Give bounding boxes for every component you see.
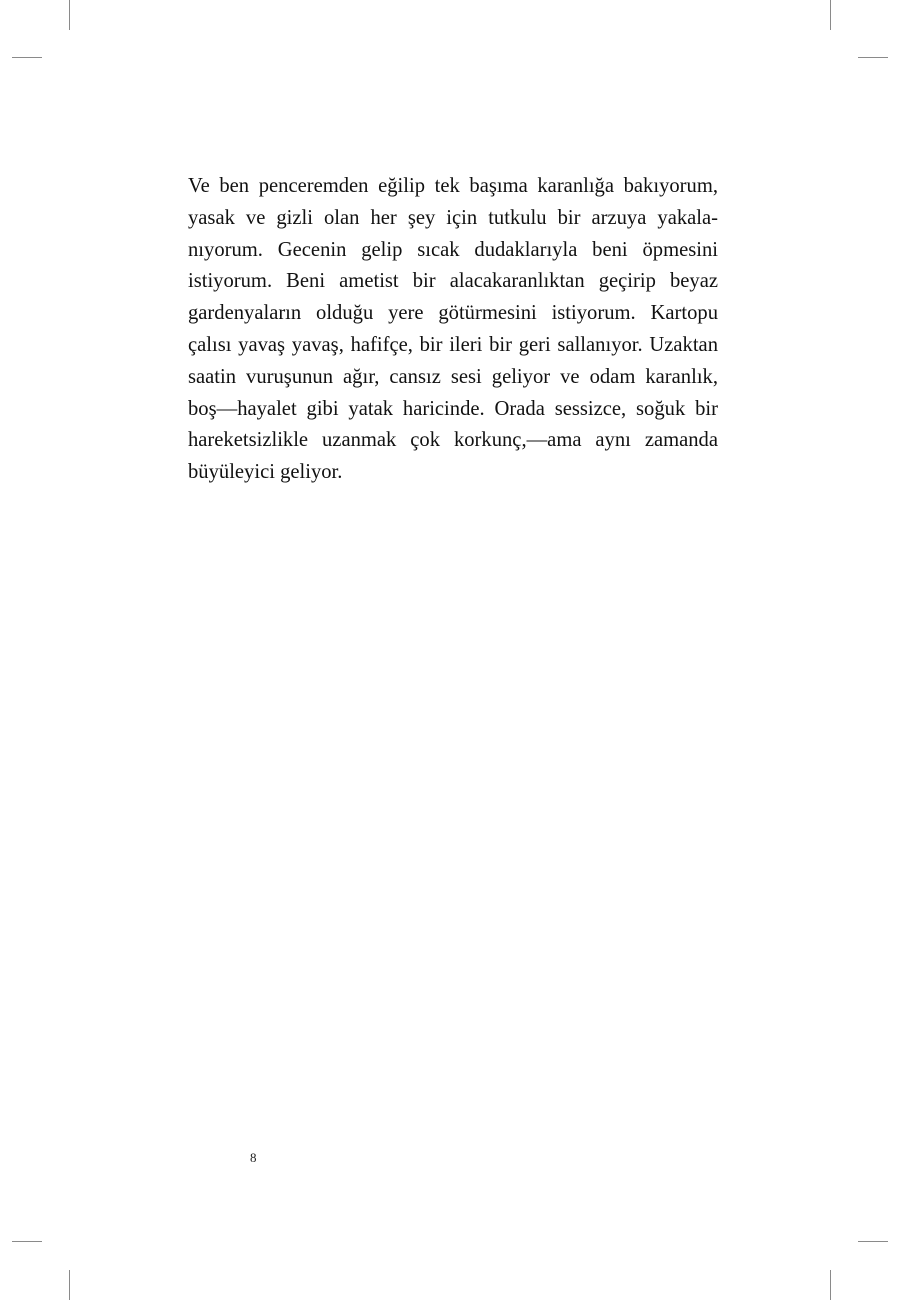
text-line: Ve ben penceremden eğilip tek başıma karanlığa bakıyorum, xyxy=(188,175,718,197)
text-line: saatin vuruşunun ağır, cansız sesi geliyor ve odam karanlık, xyxy=(188,365,718,388)
text-line: çalısı yavaş yavaş, hafifçe, bir ileri bir geri sallanıyor. Uzaktan xyxy=(188,333,718,356)
crop-mark-bottom-right xyxy=(830,1270,831,1300)
text-line: büyüleyici geliyor. xyxy=(188,461,343,484)
crop-mark-right-top xyxy=(858,57,888,58)
text-line: boş—hayalet gibi yatak haricinde. Orada sessizce, soğuk bir xyxy=(188,397,718,420)
text-line: nıyorum. Gecenin gelip sıcak dudaklarıyla beni öpmesini xyxy=(188,238,718,261)
text-line: hareketsizlikle uzanmak çok korkunç,—ama aynı zamanda xyxy=(188,429,718,452)
crop-mark-top-right xyxy=(830,0,831,30)
crop-mark-right-bottom xyxy=(858,1241,888,1242)
text-line: yasak ve gizli olan her şey için tutkulu bir arzuya yakala- xyxy=(188,206,718,229)
crop-mark-left-top xyxy=(12,57,42,58)
page-number: 8 xyxy=(250,1150,257,1165)
text-line: istiyorum. Beni ametist bir alacakaranlıktan geçirip beyaz xyxy=(188,270,718,293)
text-line: gardenyaların olduğu yere götürmesini istiyorum. Kartopu xyxy=(188,302,718,325)
body-paragraph xyxy=(188,171,718,489)
crop-mark-bottom-left xyxy=(69,1270,70,1300)
crop-mark-left-bottom xyxy=(12,1241,42,1242)
crop-mark-top-left xyxy=(69,0,70,30)
